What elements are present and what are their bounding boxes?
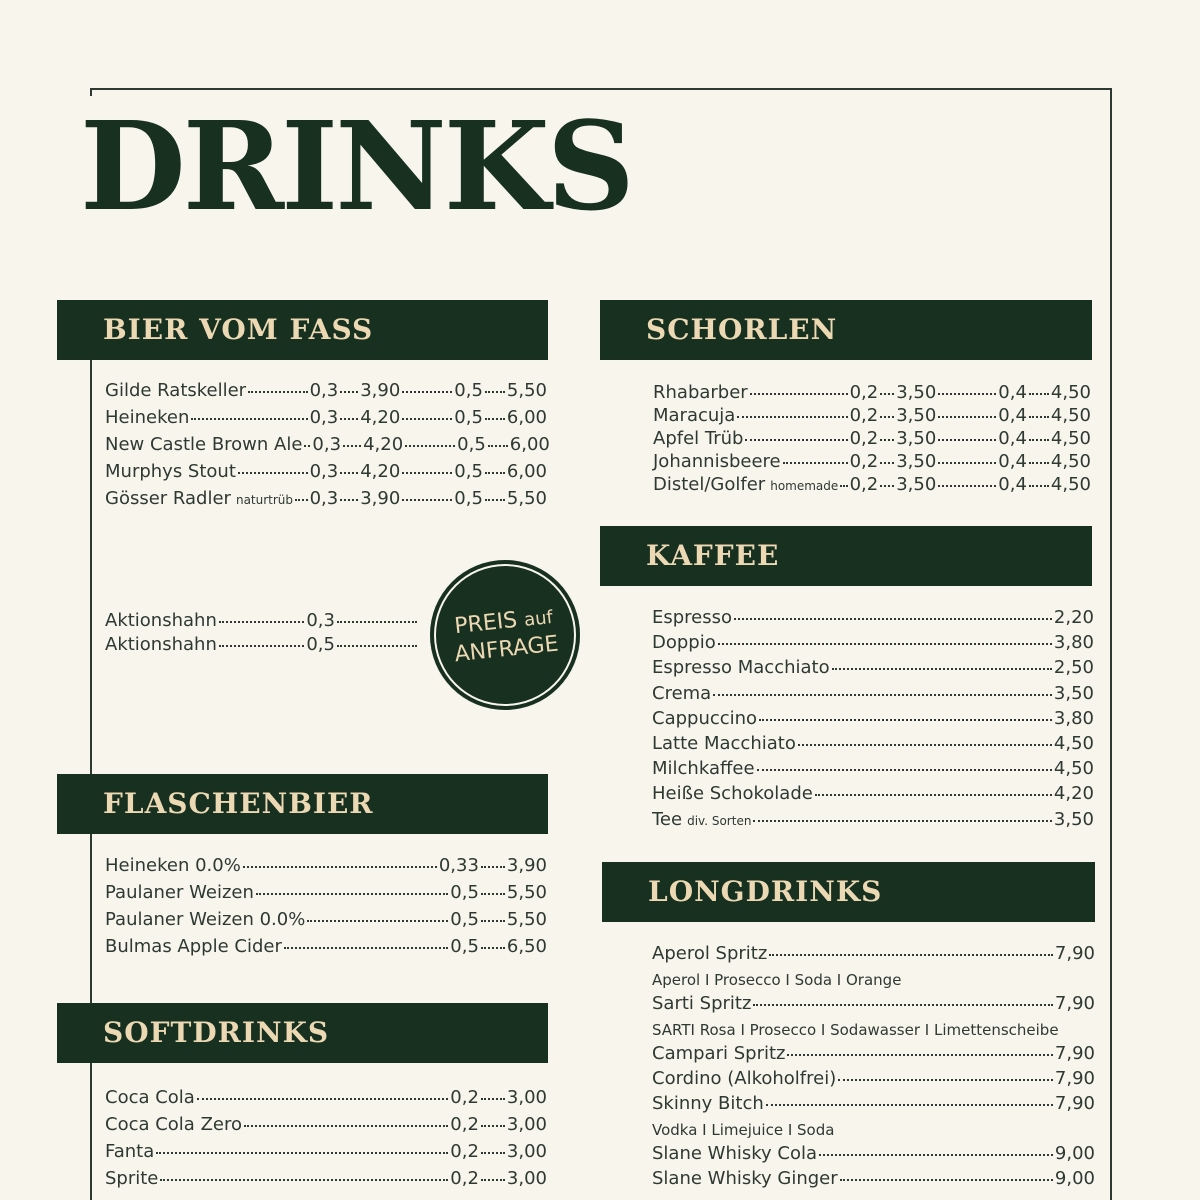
item-price: 3,90 — [506, 855, 547, 876]
menu-row — [652, 632, 1094, 657]
item-price-small: 3,90 — [360, 488, 401, 509]
menu-row — [652, 708, 1094, 733]
menu-row — [652, 1143, 1095, 1168]
item-size-small: 0,2 — [849, 405, 879, 426]
menu-row — [652, 809, 1094, 834]
menu-row — [105, 380, 547, 407]
item-size-large: 0,4 — [998, 451, 1027, 472]
item-size: 0,2 — [450, 1087, 479, 1108]
menu-row — [652, 657, 1094, 682]
badge-line1: PREIS — [453, 607, 519, 639]
kaffee-list — [652, 607, 1094, 834]
item-name: Murphys Stout — [105, 461, 236, 482]
menu-row — [652, 1168, 1095, 1193]
item-size-large: 0,5 — [454, 461, 483, 482]
dot-leader — [485, 472, 505, 474]
menu-row — [653, 382, 1091, 405]
item-price: 3,00 — [506, 1114, 547, 1135]
item-size-large: 0,5 — [454, 407, 483, 428]
item-price: 4,20 — [1053, 783, 1094, 805]
item-price: 5,50 — [506, 909, 547, 930]
dot-leader — [256, 893, 448, 895]
item-price-large: 4,50 — [1050, 382, 1091, 403]
item-price: 6,50 — [506, 936, 547, 957]
dot-leader — [938, 462, 996, 464]
dot-leader — [340, 499, 358, 501]
item-price: 2,20 — [1053, 607, 1094, 628]
item-price-large: 4,50 — [1050, 451, 1091, 472]
item-price: 7,90 — [1054, 943, 1095, 964]
dot-leader — [1029, 416, 1049, 418]
dot-leader — [238, 472, 308, 474]
item-price: 3,80 — [1053, 632, 1094, 654]
dot-leader — [938, 485, 996, 487]
item-size-small: 0,2 — [849, 428, 879, 449]
item-price-small: 4,20 — [360, 407, 401, 428]
section-header-flaschenbier: FLASCHENBIER — [57, 774, 548, 834]
section-header-bier-vom-fass: BIER VOM FASS — [57, 300, 548, 360]
item-size-large: 0,5 — [454, 488, 483, 509]
menu-row — [652, 1068, 1095, 1093]
dot-leader — [815, 794, 1052, 796]
dot-leader — [481, 893, 505, 895]
dot-leader — [1029, 462, 1049, 464]
item-name: New Castle Brown Ale — [105, 434, 303, 455]
item-note: naturtrüb — [235, 493, 294, 507]
item-name: Heineken — [105, 407, 190, 428]
item-name: Paulaner Weizen 0.0% — [105, 909, 306, 930]
dot-leader — [248, 391, 307, 393]
item-name: Heineken 0.0% — [105, 855, 241, 876]
dot-leader — [481, 1152, 505, 1154]
item-price-large: 4,50 — [1050, 405, 1091, 426]
item-ingredients: Vodka I Limejuice I Soda — [652, 1121, 835, 1139]
bier-vom-fass-list — [105, 380, 550, 515]
item-name: Fanta — [105, 1141, 155, 1162]
item-name: Coca Cola — [105, 1087, 195, 1108]
dot-leader — [938, 439, 996, 441]
dot-leader — [343, 445, 361, 447]
dot-leader — [219, 645, 305, 647]
menu-row — [105, 882, 547, 909]
dot-leader — [485, 418, 505, 420]
dot-leader — [337, 621, 417, 623]
item-size-large: 0,4 — [998, 428, 1027, 449]
dot-leader — [753, 820, 1051, 822]
menu-row — [652, 733, 1094, 758]
item-price-small: 4,20 — [360, 461, 401, 482]
dot-leader — [1029, 393, 1049, 395]
dot-leader — [745, 439, 847, 441]
dot-leader — [481, 1179, 505, 1181]
item-name: Doppio — [652, 632, 716, 654]
item-name: Paulaner Weizen — [105, 882, 254, 903]
item-price: 3,00 — [506, 1141, 547, 1162]
dot-leader — [488, 445, 508, 447]
item-price-large: 5,50 — [506, 380, 547, 401]
longdrinks-list — [652, 943, 1095, 1193]
softdrinks-list — [105, 1087, 547, 1195]
item-name: Apfel Trüb — [653, 428, 744, 449]
dot-leader — [783, 462, 848, 464]
item-price-large: 5,50 — [506, 488, 547, 509]
menu-row — [105, 434, 550, 461]
item-price-small: 3,50 — [896, 382, 937, 403]
item-name: Maracuja — [653, 405, 736, 426]
dot-leader — [1029, 485, 1049, 487]
item-price-small: 3,50 — [896, 474, 937, 495]
dot-leader — [295, 499, 308, 501]
item-name: Espresso Macchiato — [652, 657, 830, 679]
item-name: Slane Whisky Cola — [652, 1143, 818, 1164]
item-price: 9,00 — [1054, 1168, 1095, 1189]
dot-leader — [787, 1054, 1052, 1056]
item-size: 0,3 — [306, 610, 335, 631]
page-title: DRINKS — [80, 96, 642, 236]
dot-leader — [337, 645, 417, 647]
dot-leader — [750, 393, 848, 395]
item-name: Campari Spritz — [652, 1043, 786, 1064]
dot-leader — [243, 866, 437, 868]
item-size: 0,5 — [450, 936, 479, 957]
item-size: 0,5 — [306, 634, 335, 655]
item-size-large: 0,4 — [998, 474, 1027, 495]
dot-leader — [713, 694, 1052, 696]
dot-leader — [769, 954, 1053, 956]
item-size: 0,33 — [438, 855, 479, 876]
dot-leader — [880, 416, 894, 418]
item-price: 9,00 — [1054, 1143, 1095, 1164]
item-price: 3,80 — [1053, 707, 1094, 729]
item-name: Skinny Bitch — [652, 1093, 764, 1114]
item-size: 0,2 — [450, 1141, 479, 1162]
item-price-large: 4,50 — [1050, 428, 1091, 449]
menu-row — [105, 936, 547, 963]
item-note: homemade — [770, 479, 839, 493]
item-size-small: 0,2 — [849, 451, 879, 472]
dot-leader — [880, 393, 894, 395]
section-header-kaffee: KAFFEE — [600, 526, 1092, 586]
item-size-small: 0,3 — [312, 434, 342, 455]
item-price: 5,50 — [506, 882, 547, 903]
menu-row — [652, 943, 1095, 968]
item-price: 3,50 — [1053, 808, 1094, 830]
badge-line1-small: auf — [522, 606, 554, 631]
item-name: Cordino (Alkoholfrei) — [652, 1068, 837, 1089]
item-name: Johannisbeere — [653, 451, 781, 472]
frame-top-line — [90, 88, 1112, 90]
menu-row — [653, 405, 1091, 428]
item-name: Gösser Radler — [105, 488, 231, 509]
item-name: Heiße Schokolade — [652, 783, 813, 805]
dot-leader — [191, 418, 307, 420]
dot-leader — [819, 1154, 1053, 1156]
dot-leader — [219, 621, 305, 623]
dot-leader — [798, 744, 1052, 746]
item-price-small: 3,90 — [360, 380, 401, 401]
item-name: Tee — [652, 808, 683, 830]
item-price-large: 6,00 — [509, 434, 550, 455]
item-price-large: 6,00 — [506, 407, 547, 428]
dot-leader — [485, 499, 505, 501]
item-price: 2,50 — [1053, 657, 1094, 679]
item-price: 3,50 — [1053, 682, 1094, 704]
flaschenbier-list — [105, 855, 547, 963]
item-size-small: 0,2 — [849, 474, 879, 495]
menu-row — [105, 909, 547, 936]
dot-leader — [880, 485, 894, 487]
item-name: Espresso — [652, 607, 733, 628]
menu-row — [653, 428, 1091, 451]
item-name: Coca Cola Zero — [105, 1114, 242, 1135]
dot-leader — [402, 472, 452, 474]
item-size-large: 0,5 — [454, 380, 483, 401]
item-note: div. Sorten — [687, 813, 752, 828]
item-name: Aperol Spritz — [652, 943, 768, 964]
dot-leader — [753, 1004, 1053, 1006]
dot-leader — [160, 1179, 448, 1181]
item-size: 0,2 — [450, 1114, 479, 1135]
menu-row — [105, 855, 547, 882]
dot-leader — [938, 393, 996, 395]
menu-row — [652, 758, 1094, 783]
item-price: 3,00 — [506, 1168, 547, 1189]
item-price: 4,50 — [1053, 758, 1094, 780]
item-price: 7,90 — [1054, 1093, 1095, 1114]
item-name: Cappuccino — [652, 707, 758, 729]
dot-leader — [759, 719, 1052, 721]
dot-leader — [880, 462, 894, 464]
item-price-small: 3,50 — [896, 451, 937, 472]
item-price-small: 3,50 — [896, 428, 937, 449]
dot-leader — [197, 1098, 448, 1100]
item-price: 4,50 — [1053, 732, 1094, 754]
item-price-large: 6,00 — [506, 461, 547, 482]
menu-row — [105, 461, 547, 488]
item-name: Slane Whisky Ginger — [652, 1168, 838, 1189]
dot-leader — [766, 1104, 1053, 1106]
section-header-softdrinks: SOFTDRINKS — [57, 1003, 548, 1063]
item-size-small: 0,3 — [309, 461, 339, 482]
dot-leader — [840, 485, 847, 487]
item-name: Milchkaffee — [652, 758, 755, 780]
item-ingredients: Aperol I Prosecco I Soda I Orange — [652, 971, 902, 989]
item-price: 7,90 — [1054, 1068, 1095, 1089]
menu-row — [653, 451, 1091, 474]
item-price-large: 4,50 — [1050, 474, 1091, 495]
dot-leader — [402, 391, 452, 393]
item-name: Bulmas Apple Cider — [105, 936, 282, 957]
dot-leader — [402, 418, 452, 420]
section-header-schorlen: SCHORLEN — [600, 300, 1092, 360]
item-name: Aktionshahn — [105, 634, 217, 655]
item-size-small: 0,3 — [309, 407, 339, 428]
dot-leader — [284, 947, 448, 949]
menu-row — [652, 993, 1095, 1018]
item-name: Aktionshahn — [105, 610, 217, 631]
price-on-request-badge — [430, 560, 580, 710]
menu-row — [105, 1141, 547, 1168]
item-price: 7,90 — [1054, 1043, 1095, 1064]
dot-leader — [485, 391, 505, 393]
dot-leader — [304, 445, 310, 447]
menu-row — [653, 474, 1091, 497]
dot-leader — [938, 416, 996, 418]
menu-row — [652, 1043, 1095, 1068]
dot-leader — [481, 866, 505, 868]
frame-right-line — [1110, 88, 1112, 1200]
item-name: Sprite — [105, 1168, 159, 1189]
dot-leader — [737, 416, 847, 418]
item-ingredients: SARTI Rosa I Prosecco I Sodawasser I Limettenscheibe — [652, 1021, 1059, 1039]
dot-leader — [1029, 439, 1049, 441]
item-name: Crema — [652, 682, 712, 704]
item-size-small: 0,3 — [309, 488, 339, 509]
item-price: 7,90 — [1054, 993, 1095, 1014]
dot-leader — [734, 618, 1052, 620]
item-price-small: 4,20 — [363, 434, 404, 455]
item-size: 0,5 — [450, 882, 479, 903]
menu-row — [105, 1087, 547, 1114]
menu-row — [105, 1114, 547, 1141]
item-size-small: 0,3 — [309, 380, 339, 401]
dot-leader — [481, 920, 505, 922]
item-size: 0,2 — [450, 1168, 479, 1189]
item-size-large: 0,5 — [457, 434, 486, 455]
item-name: Sarti Spritz — [652, 993, 752, 1014]
dot-leader — [156, 1152, 448, 1154]
menu-row — [652, 683, 1094, 708]
item-size-large: 0,4 — [998, 382, 1027, 403]
dot-leader — [880, 439, 894, 441]
badge-line2: ANFRAGE — [453, 631, 560, 667]
item-name: Latte Macchiato — [652, 732, 796, 754]
item-size: 0,5 — [450, 909, 479, 930]
menu-row — [105, 610, 419, 634]
item-price: 3,00 — [506, 1087, 547, 1108]
item-name: Gilde Ratskeller — [105, 380, 247, 401]
section-header-longdrinks: LONGDRINKS — [602, 862, 1095, 922]
item-price-small: 3,50 — [896, 405, 937, 426]
dot-leader — [307, 920, 448, 922]
menu-row — [652, 607, 1094, 632]
item-name: Rhabarber — [653, 382, 748, 403]
dot-leader — [402, 499, 452, 501]
dot-leader — [340, 472, 358, 474]
dot-leader — [481, 1098, 505, 1100]
dot-leader — [840, 1179, 1053, 1181]
dot-leader — [832, 668, 1052, 670]
aktionshahn-list — [105, 610, 419, 658]
dot-leader — [757, 769, 1052, 771]
dot-leader — [481, 1125, 505, 1127]
dot-leader — [340, 391, 358, 393]
dot-leader — [718, 643, 1052, 645]
dot-leader — [838, 1079, 1053, 1081]
menu-row — [652, 1093, 1095, 1118]
menu-row — [652, 783, 1094, 808]
dot-leader — [340, 418, 358, 420]
item-size-small: 0,2 — [849, 382, 879, 403]
item-name: Distel/Golfer — [653, 474, 766, 495]
menu-row — [105, 634, 419, 658]
menu-row — [105, 488, 547, 515]
dot-leader — [481, 947, 505, 949]
menu-row — [105, 1168, 547, 1195]
dot-leader — [244, 1125, 448, 1127]
dot-leader — [405, 445, 455, 447]
schorlen-list — [653, 382, 1091, 497]
menu-row — [105, 407, 547, 434]
item-size-large: 0,4 — [998, 405, 1027, 426]
